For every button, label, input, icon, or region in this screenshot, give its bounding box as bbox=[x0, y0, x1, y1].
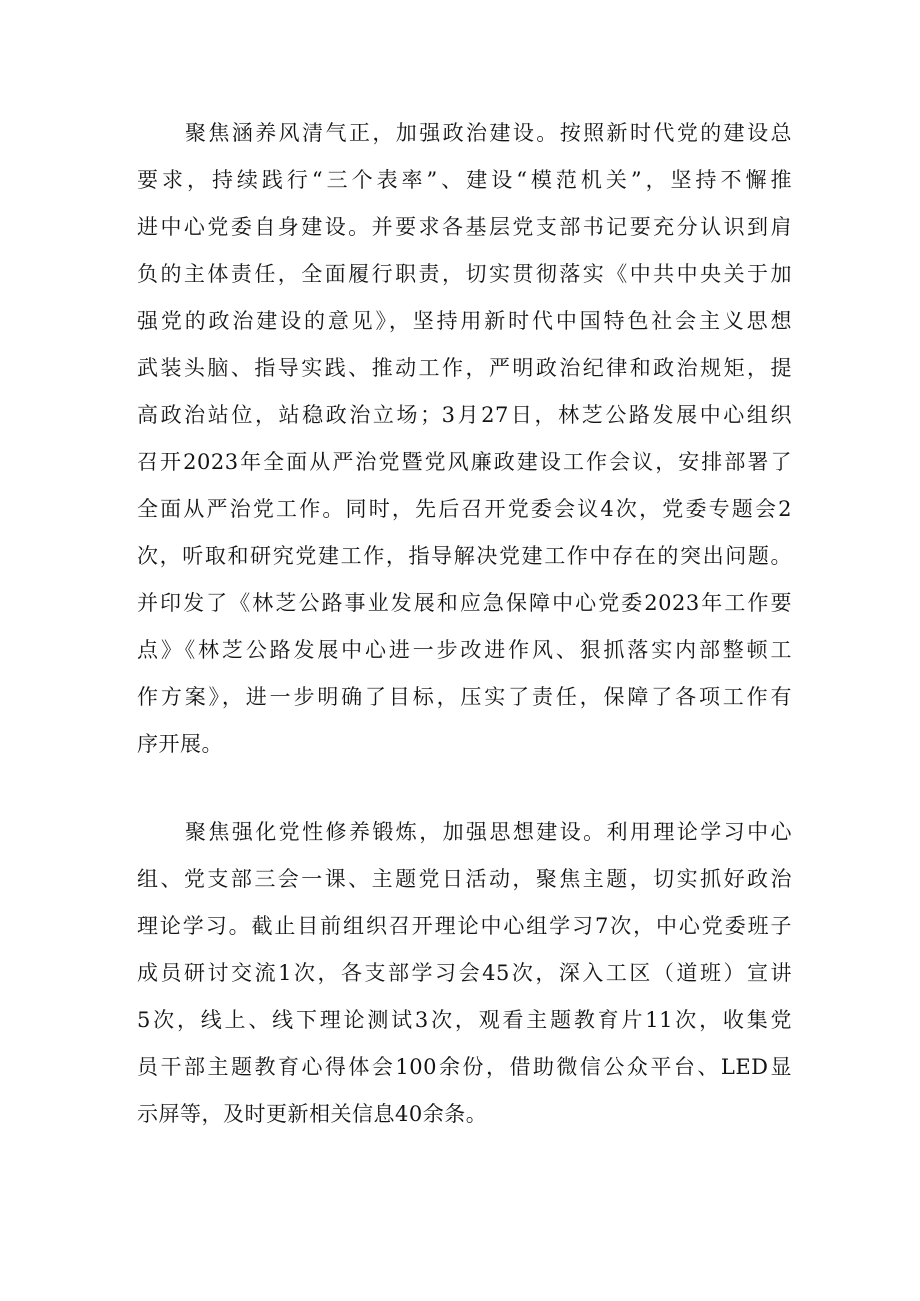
paragraph-line: 高政治站位，站稳政治立场；3月27日，林芝公路发展中心组织 bbox=[137, 403, 792, 427]
paragraph-line: 成员研讨交流1次，各支部学习会45次，深入工区（道班）宣讲 bbox=[137, 961, 792, 985]
paragraph-ideological-building bbox=[137, 809, 792, 1138]
paragraph-line: 员干部主题教育心得体会100余份，借助微信公众平台、LED显 bbox=[137, 1055, 792, 1079]
paragraph-line: 召开2023年全面从严治党暨党风廉政建设工作会议，安排部署了 bbox=[137, 450, 792, 474]
paragraph-line: 强党的政治建设的意见》，坚持用新时代中国特色社会主义思想 bbox=[137, 309, 792, 333]
paragraph-line: 点》《林芝公路发展中心进一步改进作风、狠抓落实内部整顿工 bbox=[137, 638, 792, 662]
paragraph-line: 次，听取和研究党建工作，指导解决党建工作中存在的突出问题。 bbox=[137, 544, 792, 568]
paragraph-line: 并印发了《林芝公路事业发展和应急保障中心党委2023年工作要 bbox=[137, 591, 792, 615]
paragraph-line: 负的主体责任，全面履行职责，切实贯彻落实《中共中央关于加 bbox=[137, 262, 792, 286]
paragraph-line: 聚焦强化党性修养锻炼，加强思想建设。利用理论学习中心 bbox=[185, 820, 792, 844]
paragraph-line: 5次，线上、线下理论测试3次，观看主题教育片11次，收集党 bbox=[137, 1008, 792, 1032]
paragraph-line: 聚焦涵养风清气正，加强政治建设。按照新时代党的建设总 bbox=[185, 121, 792, 145]
paragraph-line: 示屏等，及时更新相关信息40余条。 bbox=[137, 1102, 488, 1126]
paragraph-line: 序开展。 bbox=[137, 732, 223, 756]
paragraph-line: 要求，持续践行“三个表率”、建设“模范机关”，坚持不懈推 bbox=[137, 168, 792, 192]
paragraph-line: 全面从严治党工作。同时，先后召开党委会议4次，党委专题会2 bbox=[137, 497, 792, 521]
paragraph-line: 理论学习。截止目前组织召开理论中心组学习7次，中心党委班子 bbox=[137, 914, 792, 938]
paragraph-line: 组、党支部三会一课、主题党日活动，聚焦主题，切实抓好政治 bbox=[137, 867, 792, 891]
paragraph-political-building bbox=[137, 110, 792, 768]
paragraph-line: 武装头脑、指导实践、推动工作，严明政治纪律和政治规矩，提 bbox=[137, 356, 792, 380]
paragraph-line: 进中心党委自身建设。并要求各基层党支部书记要充分认识到肩 bbox=[137, 215, 792, 239]
paragraph-line: 作方案》，进一步明确了目标，压实了责任，保障了各项工作有 bbox=[137, 685, 792, 709]
